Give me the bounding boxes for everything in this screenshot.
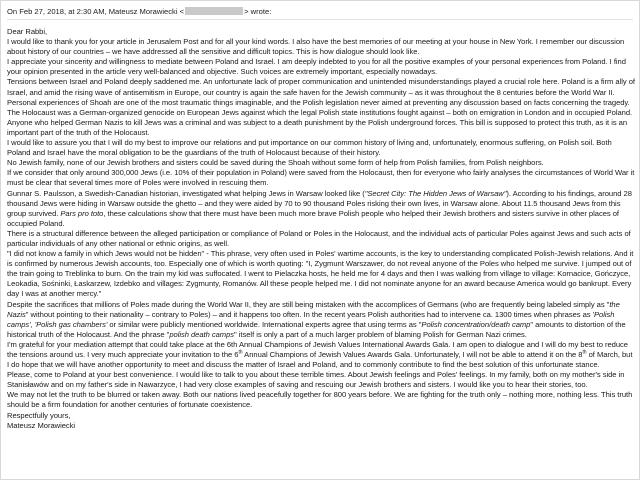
paragraph-9: There is a structural difference between the alleged participation or compliance of Poland or Poles in the Holocaust, and the individual acts of particular Poles against Jews and such acts of particular individuals of any other national or ethnic origins, as well. [7,228,631,248]
paragraph-11 [7,300,635,340]
paragraph-11-part-e: or similar were publicly mentioned worldwide. International experts agree that using terms as " [107,319,422,329]
italic-polish-camps: Polish camps', 'Polish gas chambers' [7,309,615,329]
paragraph-12-part-c: of March, but I do hope that we will have another opportunity to meet and discuss the matter of Israel and Poland, and to commonly contribute to find the best solution of this unfortunate stance. [7,350,633,370]
paragraph-7: If we consider that only around 300,000 Jews (i.e. 10% of their population in Poland) were saved from the Holocaust, then for everyone who fairly analyses the circumstances of World War it must be clear that several times more of Poles were involved in rescuing them. [7,168,635,188]
paragraph-11-part-a: Despite the sacrifices that millions of Poles made during the World War II, they are still being mistaken with the accomplices of Germans (who are frequently being labeled simply as " [7,299,610,309]
paragraph-12 [7,340,635,370]
paragraph-10: "I did not know a family in which Jews would not be hidden" - This phrase, very often used in Poles' wartime accounts, is the key to understanding complicated Polish-Jewish relations. And it is confirmed by numerous Jewish accounts, too. Especially one of which is worth quoting: "I, Zygmunt Warszawer, do not reveal anyone of the Poles who helped me survive. I jumped out of the train going to Treblinka to burn. On the train my kid was suffocated. I went to Pielaczka hosts, he held me for 4 days and then I was walking from village to village: Kornacice, Gończyce, Leokadia, Sośninki, Łaskarzew, Izdebko and villages: Zygmunty, Romanów. All these people helped me. I did not nominate anyone for an award because America would go bankrupt. Every day I was at another mercy." [7,249,634,299]
italic-polish-death-camps: polish death camps [169,329,235,339]
paragraph-11-part-g: " amounts to distortion of the historical truth of the Holocaust. And the phrase " [7,319,626,339]
header-divider [7,19,633,20]
latin-phrase: Pars pro toto [60,208,104,218]
header-date: On Feb 27, 2018, at 2:30 AM, Mateusz Morawiecki < [7,7,185,16]
closing: Respectfully yours, [7,410,71,420]
paragraph-11-part-i: " itself is only a part of a much larger problem of blaming Polish for German Nazi crimes. [234,329,527,339]
salutation: Dear Rabbi, [7,27,48,36]
ordinal-suffix: th [238,349,243,356]
paragraph-8 [7,189,635,229]
paragraph-14: We may not let the truth to be blurred or taken away. Both our nations lived peacefully together for 800 years before. We are fighting for the truth only – nothing more, nothing less. This truth should be a firm foundation for another centuries of fortunate coexistence. [7,390,633,410]
paragraph-12-part-b: Annual Champions of Jewish Values Awards Gala. Unfortunately, I will not be able to attend it on the 8 [242,350,583,359]
header-suffix: > wrote: [244,7,272,16]
letter-body [7,27,635,431]
email-header [7,7,633,17]
italic-the-nazis: the Nazis [7,299,620,319]
paragraph-2: I appreciate your sincerity and willingness to mediate between Poland and Israel. I am deeply indebted to you for all the positive examples of your personal experiences from Poland. I find your opinion presented in the article very well-balanced and objective. Such voices are extremely important, especially nowadays. [7,57,626,77]
paragraph-1: I would like to thank you for your article in Jerusalem Post and for all your kind words. I also have the best memories of our meeting at your house in New York. I remember our discussion about history of our countries – we have addressed all the sensitive and difficult topics. This is how dialogue should look like. [7,37,625,57]
paragraph-13: Please, come to Poland at your best convenience. I would like to talk to you about these terrible times. About Jewish feelings and Poles' feelings. In my family, both on my mother's side in Stanisławów and on my father's side in Nawarzyce, I had very close examples of saving and rescuing our Jewish brothers and sisters. I would like you to hear their stories, too. [7,370,625,390]
paragraph-6: No Jewish family, none of our Jewish brothers and sisters could be saved during the Shoah without some form of help from Polish families, from Polish neighbors. [7,158,544,168]
signature: Mateusz Morawiecki [7,420,76,430]
paragraph-3: Tensions between Israel and Poland deeply saddened me. An unfortunate lack of proper communication and unintended misunderstandings played a crucial role here. Poland is a firm ally of Israel, and amid the rising wave of antisemitism in Europe, our country is again the safe haven for the Jewish community – as it was throughout the 8 centuries before the World War II. [7,77,635,97]
paragraph-5: I would like to assure you that I will do my best to improve our relations and put importance on our common history of living and, unfortunately, enormous suffering, on Polish soil. Both Poland and Israel have the moral obligation to be the guardians of the truth of Holocaust because of their history. [7,138,612,158]
italic-concentration-camp: Polish concentration/death camp [421,319,531,329]
ordinal-suffix: th [582,349,587,356]
paragraph-8-part-e: , these calculations show that there must have been much more brave Polish people who helped their Jewish brothers and sisters survive in other places of occupied Poland. [7,208,619,228]
paragraph-8-part-c: ). According to his findings, around 28 thousand Jews were hiding in Warsaw outside the ghetto – and they were aided by 70 to 90 thousand Poles risking their own lives, in Warsaw alone. About 11.5 thousand Jews from this group survived. [7,188,632,218]
redacted-email [185,7,243,15]
paragraph-12-part-a: I'm grateful for your mediation attempt that could take place at the 6th Annual Champions of Jewish Values International Awards Gala. I am open to dialogue and I will do my best to reduce the tensions around us. I very much appreciate your invitation to the 6 [7,339,628,359]
paragraph-8-part-a: Gunnar S. Paulsson, a Swedish-Canadian historian, investigated what helping Jews in Warsaw looked like ( [7,188,365,198]
paragraph-4: Personal experiences of Shoah are one of the most traumatic things imaginable, and the Polish legislation never aimed at preventing any discussion based on facts concerning the tragedy. The Holocaust was a German-organized genocide on European Jews against which the legal Polish state institutions fought against – both on emigration in London and in occupied Poland. Anyone who helped German Nazis to kill Jews was a criminal and was subject to a death punishment by the Polish underground forces. This bill is supposed to protect this truth, as it is an important part of the truth of the Holocaust. [7,97,633,137]
paragraph-11-part-c: " without pointing to their nationality – contrary to Poles) – and it happens too often. In the recent years Polish authorities had to intervene ca. 1300 times when phrases as ' [25,309,595,319]
book-title: "Secret City: The Hidden Jews of Warsaw" [364,188,507,198]
